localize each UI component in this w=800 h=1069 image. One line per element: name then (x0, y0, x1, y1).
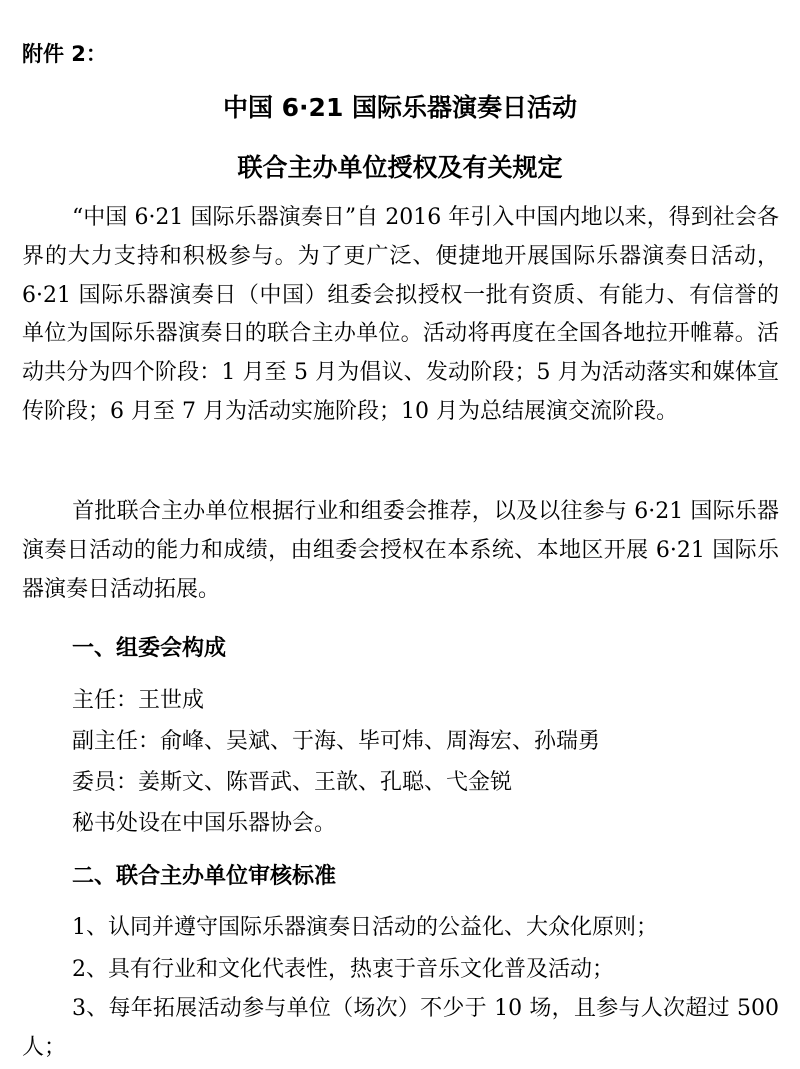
committee-deputy-directors: 副主任：俞峰、吴斌、于海、毕可炜、周海宏、孙瑞勇 (72, 729, 601, 754)
section-heading-committee: 一、组委会构成 (72, 636, 227, 661)
committee-director: 主任：王世成 (72, 688, 205, 713)
criteria-item (22, 909, 779, 948)
committee-secretariat: 秘书处设在中国乐器协会。 (72, 811, 337, 836)
criteria-item (22, 990, 779, 1068)
intro-paragraph (22, 199, 779, 432)
criteria-item (22, 951, 779, 990)
criteria-item-text: 3、每年拓展活动参与单位（场次）不少于 10 场，且参与人次超过 500 人； (22, 996, 779, 1060)
intro-paragraph-text: “中国 6·21 国际乐器演奏日”自 2016 年引入中国内地以来，得到社会各界的大力支持和积极参与。为了更广泛、便捷地开展国际乐器演奏日活动，6·21 国际乐器演奏日（中国）组委会拟授权一批有资质、有能力、有信誉的单位为国际乐器演奏日的联合主办单位。活动将再度在全国各地拉开帷幕。活动共分为四个阶段：1 月至 5 月为倡议、发动阶段；5 月为活动落实和媒体宣传阶段；6 月至 7 月为活动实施阶段；10 月为总结展演交流阶段。 (22, 205, 779, 424)
committee-members: 委员：姜斯文、陈晋武、王歆、孔聪、弋金锐 (72, 770, 513, 795)
criteria-item-text: 1、认同并遵守国际乐器演奏日活动的公益化、大众化原则； (72, 915, 658, 940)
criteria-item-text: 2、具有行业和文化代表性，热衷于音乐文化普及活动； (72, 957, 614, 982)
document-title-line-2: 联合主办单位授权及有关规定 (237, 153, 563, 182)
document-title-line-1: 中国 6·21 国际乐器演奏日活动 (222, 93, 578, 122)
authorization-paragraph-text: 首批联合主办单位根据行业和组委会推荐，以及以往参与 6·21 国际乐器演奏日活动的能力和成绩，由组委会授权在本系统、本地区开展 6·21 国际乐器演奏日活动拓展。 (22, 499, 779, 602)
authorization-paragraph (22, 493, 779, 609)
attachment-label: 附件 2： (22, 42, 107, 66)
section-heading-criteria: 二、联合主办单位审核标准 (72, 864, 337, 889)
